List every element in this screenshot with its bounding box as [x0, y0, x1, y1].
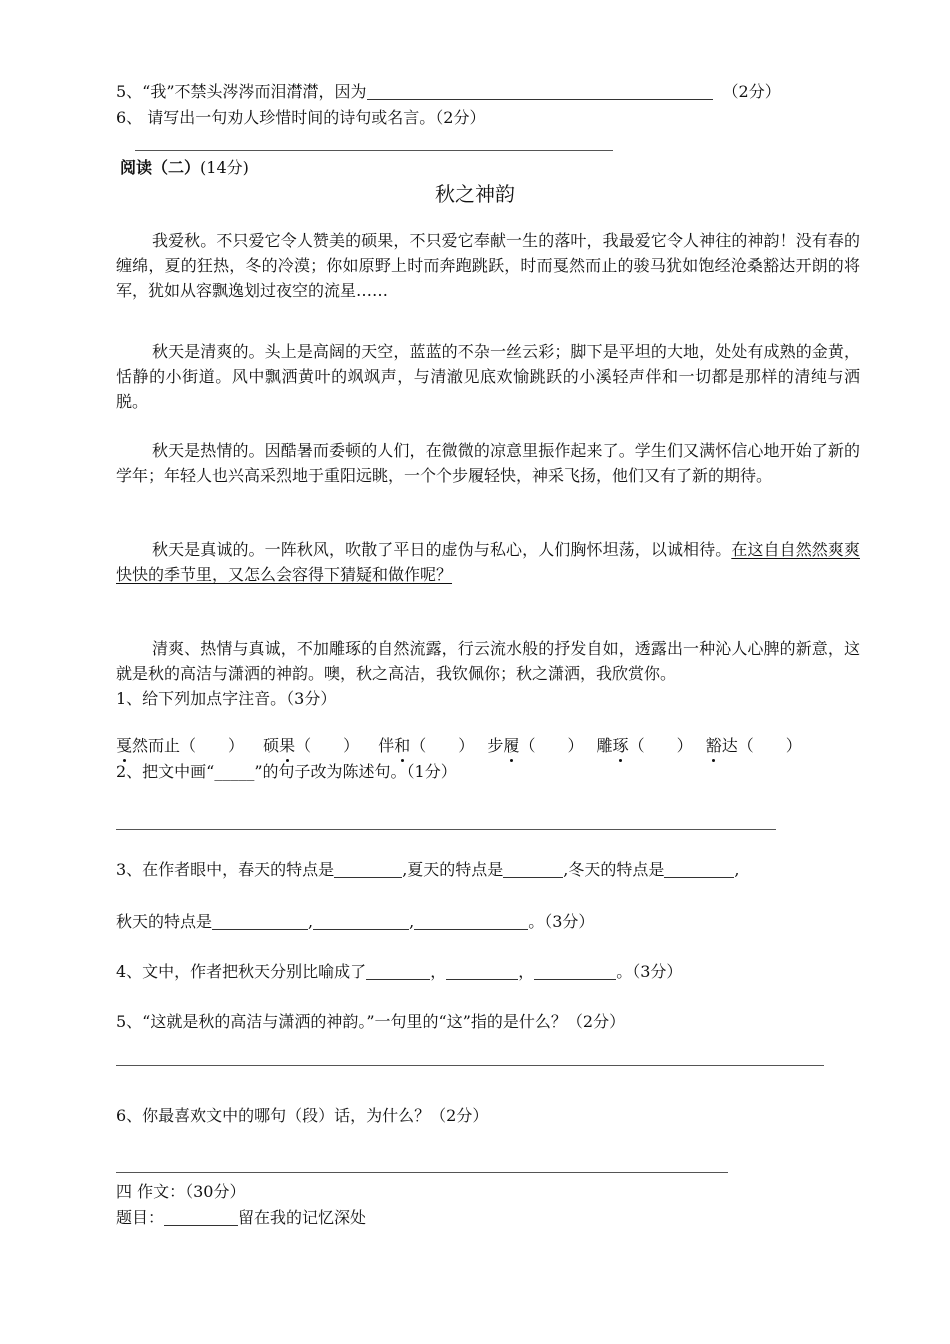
word-char: 硕 — [263, 736, 280, 755]
question-5-top — [116, 82, 781, 102]
passage-paragraph-2: 秋天是清爽的。头上是高阔的天空，蓝蓝的不杂一丝云彩；脚下是平坦的大地，处处有成熟的金黄，恬静的小街道。风中飘洒黄叶的飒飒声，与清澈见底欢愉跳跃的小溪轻声伴和一切都是那样的清纯与洒脱。 — [116, 342, 860, 411]
composition-title-text: 留在我的记忆深处 — [238, 1208, 367, 1227]
answer-blank[interactable] — [164, 1209, 238, 1226]
word-rest[interactable]: 然而止（ ） — [132, 736, 245, 755]
word-item — [706, 736, 802, 755]
paragraph-4-text: 秋天是真诚的。一阵秋风，吹散了平日的虚伪与私心，人们胸怀坦荡，以诚相待。 — [152, 540, 732, 559]
q3-text: ,夏天的特点是 — [402, 860, 504, 879]
answer-blank[interactable] — [503, 861, 563, 878]
section-heading-label: 阅读（二） — [120, 158, 201, 177]
q3-text: 秋天的特点是 — [116, 912, 213, 931]
dotted-char: 豁 — [705, 736, 722, 755]
q3-text: 。（3分） — [528, 912, 595, 931]
question-5: 5、“这就是秋的高洁与潇洒的神韵。”一句里的“这”指的是什么？（2分） — [116, 1012, 626, 1031]
composition-title-label: 题目： — [116, 1208, 165, 1227]
q3-text: , — [734, 860, 740, 879]
answer-blank[interactable] — [334, 861, 402, 878]
answer-blank[interactable] — [664, 861, 734, 878]
q3-text: ,冬天的特点是 — [563, 860, 665, 879]
question-4 — [116, 962, 682, 982]
word-item — [487, 736, 583, 755]
q4-text: 4、文中，作者把秋天分别比喻成了 — [116, 962, 367, 981]
answer-line[interactable] — [116, 1065, 824, 1066]
passage-paragraph-1: 我爱秋。不只爱它令人赞美的硕果，不只爱它奉献一生的落叶，我最爱它令人神往的神韵！没有春的缠绵，夏的狂热，冬的冷漠；你如原野上时而奔跑跳跃，时而戛然而止的骏马犹如饱经沧桑豁达开朗的将军，犹如从容飘逸划过夜空的流星…… — [116, 231, 860, 300]
word-item — [597, 736, 693, 755]
question-1: 1、给下列加点字注音。（3分） — [116, 689, 337, 708]
dotted-char: 果 — [279, 736, 296, 755]
question-3-cont — [116, 912, 594, 932]
word-rest[interactable]: （ ） — [519, 736, 584, 755]
word-item — [116, 736, 244, 755]
word-char: 伴 — [378, 736, 395, 755]
answer-blank[interactable] — [534, 963, 616, 980]
composition-heading: 四 作文：（30分） — [116, 1182, 246, 1201]
q3-text: , — [409, 912, 415, 931]
answer-blank[interactable] — [446, 963, 518, 980]
word-item — [263, 736, 359, 755]
q3-text: , — [308, 912, 314, 931]
word-rest[interactable]: （ ） — [295, 736, 360, 755]
question-1-words — [116, 736, 802, 756]
dotted-char: 琢 — [612, 736, 629, 755]
word-char: 步 — [487, 736, 504, 755]
dotted-char: 和 — [394, 736, 411, 755]
answer-blank[interactable] — [414, 913, 528, 930]
answer-blank[interactable] — [313, 913, 409, 930]
question-2: 2、把文中画“_____”的句子改为陈述句。（1分） — [116, 762, 457, 781]
question-5-text: 5、“我”不禁头涔涔而泪潸潸，因为 — [116, 82, 367, 101]
word-char: 雕 — [596, 736, 613, 755]
section-heading — [120, 158, 249, 178]
passage-paragraph-3: 秋天是热情的。因酷暑而委顿的人们，在微微的凉意里振作起来了。学生们又满怀信心地开始了新的学年；年轻人也兴高采烈地于重阳远眺，一个个步履轻快，神采飞扬，他们又有了新的期待。 — [116, 441, 860, 485]
passage-paragraph-5: 清爽、热情与真诚，不加雕琢的自然流露，行云流水般的抒发自如，透露出一种沁人心脾的新意，这就是秋的高洁与潇洒的神韵。噢，秋之高洁，我钦佩你；秋之潇洒，我欣赏你。 — [116, 639, 860, 683]
answer-blank[interactable] — [212, 913, 308, 930]
answer-blank[interactable] — [367, 83, 713, 100]
question-6-top: 6、 请写出一句劝人珍惜时间的诗句或名言。（2分） — [116, 108, 486, 127]
question-5-score: （2分） — [722, 82, 781, 101]
composition-title — [116, 1208, 366, 1228]
word-item — [378, 736, 474, 755]
passage-paragraph-4 — [116, 537, 860, 587]
q4-text: ， — [518, 962, 535, 981]
q3-text: 3、在作者眼中，春天的特点是 — [116, 860, 335, 879]
q4-text: 。（3分） — [616, 962, 683, 981]
passage-title: 秋之神韵 — [435, 182, 515, 206]
answer-line[interactable] — [116, 1172, 728, 1173]
word-rest[interactable]: （ ） — [628, 736, 693, 755]
dotted-char: 履 — [503, 736, 520, 755]
answer-line[interactable] — [116, 829, 776, 830]
q4-text: ， — [430, 962, 447, 981]
word-rest[interactable]: 达（ ） — [721, 736, 802, 755]
question-6: 6、你最喜欢文中的哪句（段）话，为什么？（2分） — [116, 1106, 489, 1125]
answer-line[interactable] — [135, 150, 613, 151]
dotted-char: 戛 — [116, 736, 133, 755]
underlined-sentence: 在这自自然然爽爽快快的季节里，又怎么会容得下猜疑和做作呢？ — [116, 540, 860, 584]
answer-blank[interactable] — [366, 963, 430, 980]
word-rest[interactable]: （ ） — [410, 736, 475, 755]
section-heading-score: (14分) — [200, 158, 249, 177]
question-3 — [116, 860, 739, 880]
